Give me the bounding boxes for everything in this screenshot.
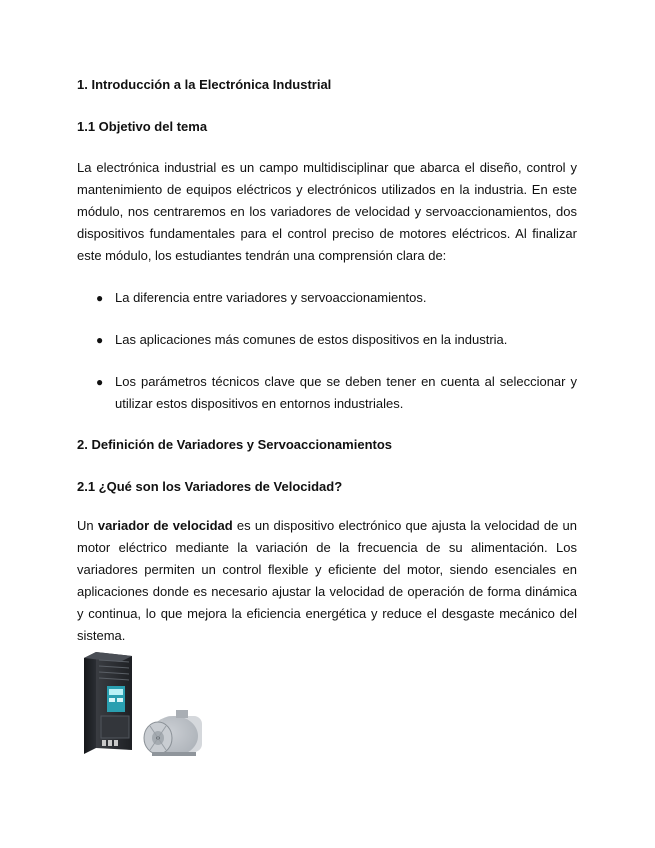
bold-term: variador de velocidad <box>97 518 233 533</box>
motor-icon <box>144 710 202 756</box>
bullet-text: La diferencia entre variadores y servoaccionamientos. <box>115 290 427 305</box>
bullet-icon: ● <box>96 291 104 305</box>
paragraph-prefix: Un <box>77 518 98 533</box>
section-1-heading: 1. Introducción a la Electrónica Industrial <box>77 77 332 92</box>
objective-paragraph: La electrónica industrial es un campo multidisciplinar que abarca el diseño, control y mantenimiento de equipos eléctricos y electrónicos utilizados en la industria. En este módulo, nos centraremos en los variadores de velocidad y servoaccionamientos, dos dispositivos fundamentales para el control preciso de motores eléctricos. Al finalizar este módulo, los estudiantes tendrán una comprensión clara de: <box>77 160 577 263</box>
section-1-1-heading: 1.1 Objetivo del tema <box>77 119 208 134</box>
vfd-and-motor-image <box>82 650 212 765</box>
bullet-text: Los parámetros técnicos clave que se deben tener en cuenta al seleccionar y utilizar estos dispositivos en entornos industriales. <box>115 374 577 411</box>
paragraph-rest: es un dispositivo electrónico que ajusta la velocidad de un motor eléctrico mediante la variación de la frecuencia de su alimentación. Los variadores permiten un control flexible y eficiente del motor, siendo esenciales en aplicaciones donde es necesario ajustar la velocidad de operación de forma dinámica y continua, lo que mejora la eficiencia energética y reduce el desgaste mecánico del sistema. <box>77 518 577 643</box>
bullet-icon: ● <box>96 333 104 347</box>
section-2-1-heading: 2.1 ¿Qué son los Variadores de Velocidad? <box>77 479 343 494</box>
list-item <box>77 371 577 415</box>
section-2-heading: 2. Definición de Variadores y Servoaccionamientos <box>77 437 393 452</box>
list-item <box>77 287 577 309</box>
list-item <box>77 329 577 351</box>
bullet-text: Las aplicaciones más comunes de estos dispositivos en la industria. <box>115 332 508 347</box>
variador-paragraph <box>77 515 577 647</box>
bullet-icon: ● <box>96 375 104 389</box>
vfd-drive-icon <box>82 650 212 760</box>
